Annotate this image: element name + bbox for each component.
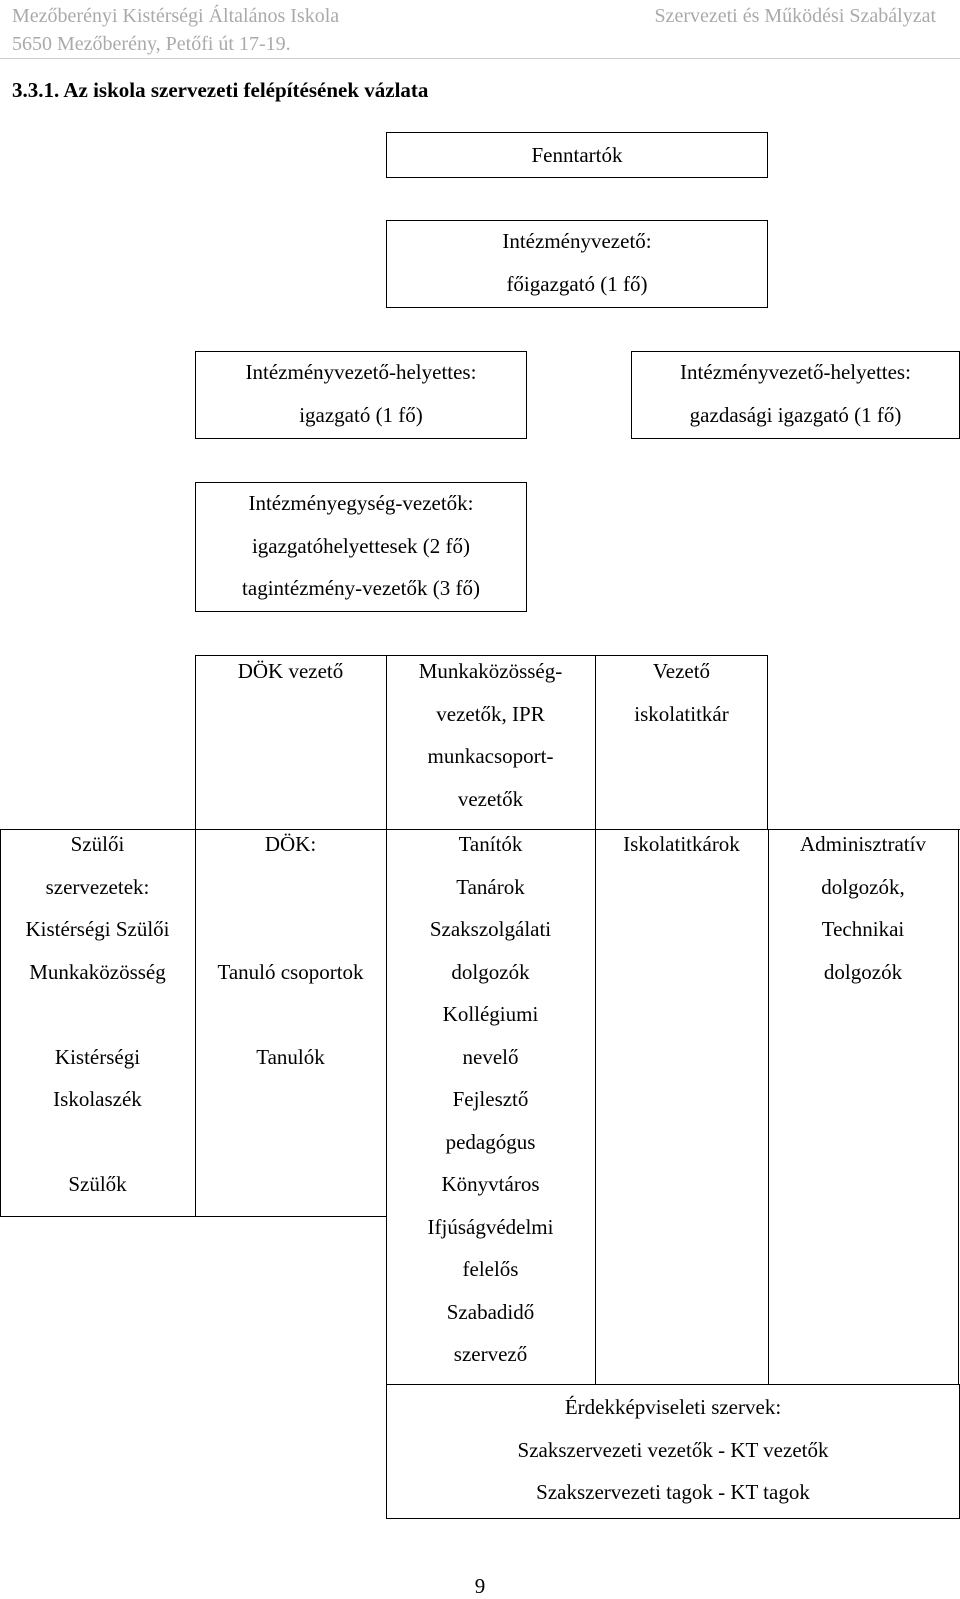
text-line: Iskolatitkárok: [623, 832, 740, 856]
text-fenntartok: [386, 134, 768, 177]
text-line: Könyvtáros: [441, 1172, 540, 1196]
page-number: 9: [474, 1574, 486, 1598]
text-adminisztrativ: [768, 823, 958, 993]
text-line: Érdekképviseleti szervek:: [564, 1395, 782, 1419]
header-school-address: 5650 Mezőberény, Petőfi út 17-19.: [12, 33, 291, 55]
text-line: Tanárok: [456, 874, 525, 899]
header-divider: [0, 58, 960, 59]
text-line: Szülők: [68, 1172, 127, 1196]
text-line: Tanuló csoportok: [217, 959, 364, 984]
text-line: Ifjúságvédelmi: [427, 1214, 554, 1239]
text-line: Munkaközösség-: [418, 659, 563, 683]
text-szuloi-szervezetek: [0, 823, 195, 1206]
text-munkakozosseg-vezetok: [386, 650, 595, 820]
text-vezeto-iskolatitkar: [595, 650, 768, 735]
text-line: Szabadidő: [446, 1299, 535, 1324]
text-line: munkacsoport-: [427, 744, 554, 768]
text-line: Munkaközösség: [29, 959, 166, 984]
text-line: Iskolaszék: [53, 1087, 142, 1111]
text-line: DÖK:: [264, 832, 317, 856]
text-line: [195, 908, 386, 951]
text-iskolatitkarok: [595, 823, 768, 866]
text-line: Adminisztratív: [800, 832, 926, 856]
text-line: igazgatóhelyettesek (2 fő): [251, 533, 471, 558]
text-line: dolgozók: [823, 959, 903, 984]
text-line: vezetők, IPR: [436, 701, 545, 726]
text-line: dolgozók: [451, 959, 530, 984]
text-line: Technikai: [821, 917, 905, 941]
text-intezmenyvezeto: [386, 220, 768, 305]
text-line: Szakszervezeti vezetők - KT vezetők: [517, 1437, 829, 1462]
text-line: nevelő: [462, 1044, 519, 1069]
header-document-title: Szervezeti és Működési Szabályzat: [654, 5, 936, 27]
line-col-3: [595, 830, 596, 1385]
line-col-5: [958, 829, 959, 1385]
text-line: DÖK vezető: [237, 659, 344, 683]
text-line: szervező: [453, 1342, 528, 1366]
text-line: dolgozók,: [821, 874, 905, 899]
text-line: főigazgató (1 fő): [506, 271, 648, 296]
section-title: 3.3.1. Az iskola szervezeti felépítésének vázlata: [12, 78, 429, 102]
text-line: Kollégiumi: [442, 1002, 539, 1026]
text-helyettes-gazdasagi: [631, 351, 960, 436]
text-line: Fejlesztő: [452, 1087, 529, 1111]
text-erdekkepviseleti: [386, 1386, 960, 1514]
text-egyseg-vezetok: [195, 482, 527, 610]
text-line: Kistérségi: [54, 1044, 141, 1069]
header-school-name: Mezőberényi Kistérségi Általános Iskola: [12, 5, 340, 27]
text-line: [195, 866, 386, 909]
text-line: Fenntartók: [531, 143, 623, 167]
text-line: Kistérségi Szülői: [25, 917, 170, 941]
text-dok: [195, 823, 386, 1078]
text-line: felelős: [462, 1257, 519, 1281]
text-line: Tanítók: [458, 832, 523, 856]
text-line: vezetők: [457, 786, 524, 811]
text-line: Tanulók: [256, 1044, 325, 1069]
text-dok-vezeto: [195, 650, 386, 693]
text-line: Intézményegység-vezetők:: [248, 491, 474, 515]
text-line: iskolatitkár: [634, 701, 729, 726]
text-line: [0, 1121, 195, 1164]
text-line: szervezetek:: [45, 874, 150, 899]
line-left-bottom: [0, 1216, 386, 1217]
text-line: Szülői: [70, 832, 125, 856]
text-line: pedagógus: [445, 1129, 536, 1154]
text-tanitok: [386, 823, 595, 1376]
text-line: gazdasági igazgató (1 fő): [689, 402, 902, 427]
text-line: [0, 993, 195, 1036]
text-line: Szakszervezeti tagok - KT tagok: [536, 1480, 810, 1504]
text-line: tagintézmény-vezetők (3 fő): [242, 576, 480, 600]
text-line: Szakszolgálati: [429, 917, 552, 941]
text-line: [195, 993, 386, 1036]
text-line: Vezető: [652, 659, 711, 683]
text-line: Intézményvezető-helyettes:: [245, 360, 477, 384]
text-helyettes-igazgato: [195, 351, 527, 436]
text-line: Intézményvezető-helyettes:: [680, 360, 911, 384]
text-line: igazgató (1 fő): [299, 402, 423, 427]
text-line: Intézményvezető:: [502, 229, 652, 253]
